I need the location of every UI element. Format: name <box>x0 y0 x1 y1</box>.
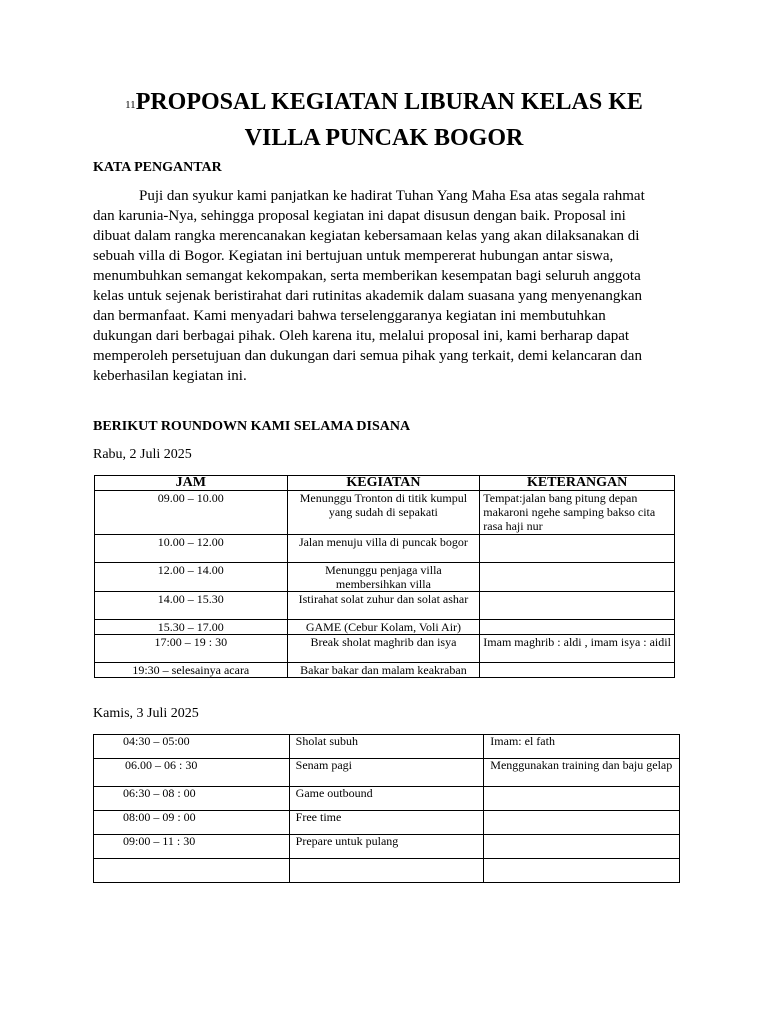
cell-note: Tempat:jalan bang pitung depan makaroni ngehe samping bakso cita rasa haji nur <box>480 491 675 535</box>
day1-schedule-table <box>94 475 675 678</box>
cell-time: 06.00 – 06 : 30 <box>94 759 290 787</box>
table-row <box>95 663 675 678</box>
cell-time: 14.00 – 15.30 <box>95 592 288 620</box>
cell-note: Menggunakan training dan baju gelap <box>484 759 680 787</box>
table-row <box>95 620 675 635</box>
cell-time: 10.00 – 12.00 <box>95 535 288 563</box>
cell-activity: Menunggu Tronton di titik kumpul yang sudah di sepakati <box>287 491 480 535</box>
cell-time <box>94 859 290 883</box>
cell-activity: Break sholat maghrib dan isya <box>287 635 480 663</box>
cell-activity: Menunggu penjaga villa membersihkan villa <box>287 563 480 592</box>
cell-activity <box>289 859 484 883</box>
cell-activity: Bakar bakar dan malam keakraban <box>287 663 480 678</box>
day2-schedule-table <box>93 734 680 883</box>
cell-activity: Free time <box>289 811 484 835</box>
cell-time: 12.00 – 14.00 <box>95 563 288 592</box>
table-header-row <box>95 476 675 491</box>
cell-activity: GAME (Cebur Kolam, Voli Air) <box>287 620 480 635</box>
cell-note <box>480 663 675 678</box>
cell-activity: Prepare untuk pulang <box>289 835 484 859</box>
intro-paragraph-text: Puji dan syukur kami panjatkan ke hadirat Tuhan Yang Maha Esa atas segala rahmat dan karunia-Nya, sehingga proposal kegiatan ini dapat disusun dengan baik. Proposal ini dibuat dalam rangka merencanakan kegiatan kebersamaan kelas yang akan dilaksanakan di sebuah villa di Bogor. Kegiatan ini bertujuan untuk mempererat hubungan antar siswa, menumbuhkan semangat kekompakan, serta memberikan kesempatan bagi seluruh anggota kelas untuk sejenak beristirahat dari rutinitas akademik dalam suasana yang menyenangkan dan bermanfaat. Kami menyadari bahwa terselenggaranya kegiatan ini membutuhkan dukungan dari berbagai pihak. Oleh karena itu, melalui proposal ini, kami berharap dapat memperoleh persetujuan dan dukungan dari semua pihak yang terkait, demi kelancaran dan keberhasilan kegiatan ini. <box>93 188 645 384</box>
title-superscript: 11 <box>125 99 136 111</box>
title-line-1: PROPOSAL KEGIATAN LIBURAN KELAS KE <box>135 89 643 115</box>
day1-date: Rabu, 2 Juli 2025 <box>93 447 192 462</box>
table-row <box>95 563 675 592</box>
cell-note <box>484 835 680 859</box>
column-header-kegiatan: KEGIATAN <box>287 476 480 491</box>
cell-time: 06:30 – 08 : 00 <box>94 787 290 811</box>
table-row <box>95 592 675 620</box>
cell-time: 04:30 – 05:00 <box>94 735 290 759</box>
cell-note <box>484 859 680 883</box>
cell-time: 17:00 – 19 : 30 <box>95 635 288 663</box>
cell-activity: Sholat subuh <box>289 735 484 759</box>
table-row <box>94 811 680 835</box>
cell-note <box>484 787 680 811</box>
table-row <box>95 491 675 535</box>
day2-date: Kamis, 3 Juli 2025 <box>93 706 199 721</box>
cell-time: 08:00 – 09 : 00 <box>94 811 290 835</box>
cell-activity: Senam pagi <box>289 759 484 787</box>
cell-activity: Istirahat solat zuhur dan solat ashar <box>287 592 480 620</box>
intro-paragraph <box>93 186 667 386</box>
table-row <box>94 787 680 811</box>
cell-note <box>484 811 680 835</box>
cell-note <box>480 592 675 620</box>
cell-time: 19:30 – selesainya acara <box>95 663 288 678</box>
column-header-keterangan: KETERANGAN <box>480 476 675 491</box>
cell-note: Imam: el fath <box>484 735 680 759</box>
cell-note <box>480 620 675 635</box>
cell-note <box>480 563 675 592</box>
table-row <box>94 735 680 759</box>
cell-activity: Jalan menuju villa di puncak bogor <box>287 535 480 563</box>
cell-time: 15.30 – 17.00 <box>95 620 288 635</box>
table-row <box>94 835 680 859</box>
cell-note <box>480 535 675 563</box>
cell-time: 09.00 – 10.00 <box>95 491 288 535</box>
document-title <box>92 86 676 154</box>
column-header-jam: JAM <box>95 476 288 491</box>
rundown-heading: BERIKUT ROUNDOWN KAMI SELAMA DISANA <box>93 419 411 434</box>
table-row <box>94 859 680 883</box>
title-line-2: VILLA PUNCAK BOGOR <box>244 125 524 151</box>
table-row <box>95 535 675 563</box>
cell-note: Imam maghrib : aldi , imam isya : aidil <box>480 635 675 663</box>
table-row <box>94 759 680 787</box>
cell-time: 09:00 – 11 : 30 <box>94 835 290 859</box>
cell-activity: Game outbound <box>289 787 484 811</box>
intro-heading: KATA PENGANTAR <box>93 160 222 175</box>
table-row <box>95 635 675 663</box>
